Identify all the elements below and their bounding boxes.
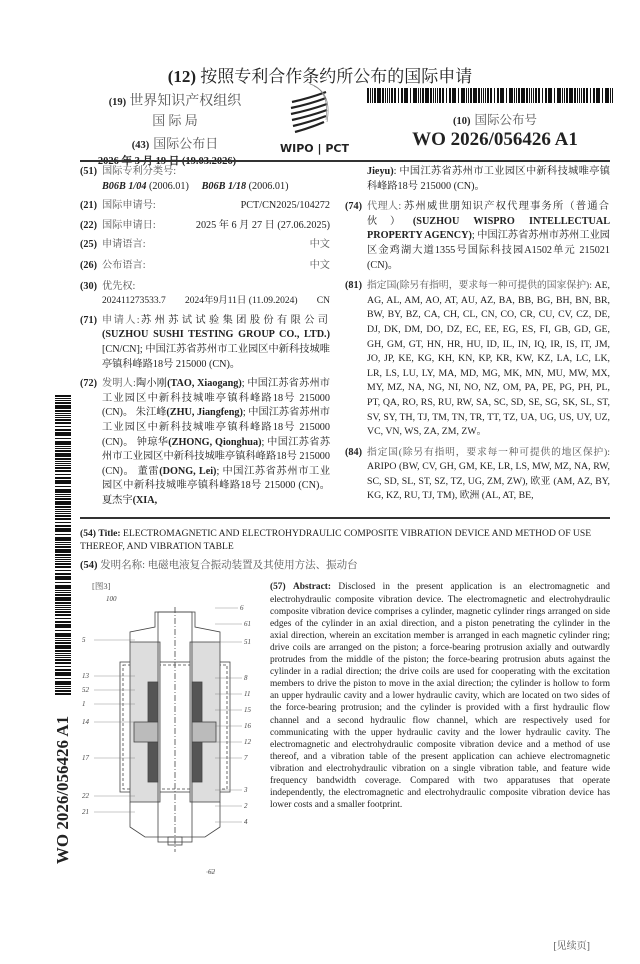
barcode-bar — [55, 518, 71, 519]
barcode-bar — [55, 423, 71, 424]
barcode-bar — [55, 554, 71, 555]
publication-language: 中文 — [309, 259, 330, 271]
barcode-bar — [55, 678, 71, 680]
inid-code: (43) — [131, 140, 150, 151]
barcode-bar — [55, 515, 71, 517]
barcode-bar — [55, 467, 71, 469]
part-label: 6 — [240, 604, 244, 613]
barcode-bar — [55, 415, 71, 416]
label: 公布语言: — [102, 259, 146, 271]
barcode-bar — [55, 506, 71, 507]
inventor-name-en: (TAO, Xiaogang) — [167, 378, 242, 390]
barcode-bar — [55, 590, 71, 591]
part-label: 51 — [244, 638, 251, 647]
divider — [80, 517, 610, 519]
abstract — [270, 581, 610, 887]
label: 优先权: — [102, 280, 136, 292]
priority-date: 2024年9月11日 (11.09.2024) — [185, 296, 298, 307]
barcode-bar — [55, 640, 71, 641]
heading-text: 按照专利合作条约所公布的国际申请 — [200, 67, 473, 86]
part-label: 12 — [244, 738, 251, 747]
side-barcode — [55, 395, 71, 695]
pubdate-label: 国际公布日 — [153, 136, 219, 151]
application-date: 2025 年 6 月 27 日 (27.06.2025) — [195, 219, 330, 231]
label: 申请语言: — [102, 239, 146, 251]
label: 发明人: — [102, 378, 136, 390]
bibliographic-columns — [80, 165, 610, 513]
inventor-address: ; 中国江苏省苏州市工业园区中新科技城唯亭镇科峰路18号 215000 (CN)。 — [102, 378, 330, 419]
barcode-bar — [55, 443, 71, 445]
barcode-bar — [55, 395, 71, 397]
part-label: 14 — [82, 718, 89, 727]
inventor-list — [102, 378, 330, 506]
part-label: 22 — [82, 792, 89, 801]
label: 申请人: — [102, 314, 140, 326]
barcode-bar — [55, 563, 71, 565]
barcode-bar — [55, 494, 71, 495]
barcode-bar — [55, 478, 71, 479]
part-label: 5 — [82, 636, 86, 645]
barcode-bar — [55, 657, 71, 658]
label: 国际申请号: — [102, 200, 156, 212]
chinese-title — [80, 559, 610, 573]
regional-states-entry — [345, 446, 610, 504]
figure-reference-label: 100 — [106, 595, 117, 604]
agent-name-en: (SUZHOU WISPRO INTELLECTUAL PROPERTY AGENCY) — [367, 215, 611, 242]
regional-states: ARIPO (BW, CV, GH, GM, KE, LR, LS, MW, MZ, NA, RW, SC, SD, SL, ST, SZ, TZ, UG, ZM, ZW), 欧亚 (AM, AZ, BY, KG, KZ, RU, TJ, TM), 欧洲 (AL, AT, BE, — [367, 461, 610, 502]
part-label: 61 — [244, 620, 251, 629]
inventor-address: ; 中国江苏省苏州市工业园区中新科技城唯亭镇科峰路18号 215000 (CN)。 — [102, 407, 330, 448]
part-label: 16 — [244, 722, 251, 731]
document-body — [80, 0, 610, 964]
barcode-bar — [55, 561, 71, 562]
barcode-bar — [55, 486, 71, 488]
figure-caption: [图3] — [92, 581, 111, 592]
inventor-name-en: Jieyu) — [367, 166, 394, 177]
part-label: 3 — [244, 786, 248, 795]
priority-entry — [80, 280, 330, 309]
barcode-bar — [55, 642, 71, 644]
part-label: 7 — [244, 754, 248, 763]
barcode-bar — [55, 574, 71, 575]
barcode-bar — [55, 458, 71, 459]
title-text: ELECTROMAGNETIC AND ELECTROHYDRAULIC COMPOSITE VIBRATION DEVICE AND METHOD OF USE THEREOF, AND VIBRATION TABLE — [80, 528, 592, 552]
barcode-bar — [55, 398, 71, 399]
part-label: 15 — [244, 706, 251, 715]
barcode-bar — [55, 659, 71, 661]
bibliographic-left-column — [80, 165, 330, 513]
publication-language-entry — [80, 259, 330, 274]
inid-code: (21) — [80, 200, 97, 212]
barcode-bar — [55, 686, 71, 687]
barcode-bar — [55, 471, 71, 472]
inid-code: (54) — [80, 560, 98, 572]
label: 国际申请日: — [102, 219, 156, 231]
barcode-bar — [55, 542, 71, 543]
barcode-bar — [55, 621, 71, 622]
agent-address: ; 中国江苏省苏州市苏州工业园区金鸡湖大道1355号国际科技园A1502单元 215021 (CN)。 — [367, 230, 610, 271]
inid-code: (19) — [108, 97, 127, 108]
part-label: 62 — [208, 868, 215, 877]
barcode-bar — [55, 429, 71, 430]
barcode-bar — [55, 599, 71, 601]
ipc-class: B06B 1/18 — [201, 180, 247, 192]
label: 指定国(除另有指明，要求每一种可提供的国家保护): — [367, 280, 593, 292]
inid-code: (26) — [80, 259, 97, 271]
continued-on-next-page: [见续页] — [553, 941, 590, 953]
applicant-name-cn: 苏州苏试试验集团股份有限公司 — [139, 314, 330, 326]
barcode-bar — [55, 419, 71, 421]
barcode-bar — [55, 690, 71, 692]
inid-code: (12) — [167, 67, 197, 86]
barcode-bar — [55, 683, 71, 685]
barcode-bar — [55, 531, 71, 532]
ipc-entry — [80, 165, 330, 194]
ipc-version: (2006.01) — [248, 180, 289, 192]
patent-drawing — [80, 592, 262, 882]
barcode-bar — [55, 582, 71, 584]
figure — [80, 581, 262, 887]
barcode-bar — [55, 450, 71, 452]
inid-code: (71) — [80, 314, 97, 326]
barcode-bar — [55, 430, 71, 431]
barcode-bar — [55, 579, 71, 580]
inid-code: (10) — [452, 116, 471, 127]
barcode-bar — [55, 519, 71, 520]
application-number: PCT/CN2025/104272 — [240, 200, 330, 212]
barcode-bar — [55, 551, 71, 553]
application-date-entry — [80, 219, 330, 234]
inventor-name-en: (XIA, — [132, 494, 158, 506]
abstract-label: Abstract: — [292, 582, 331, 593]
inid-code: (72) — [80, 378, 97, 390]
inid-code: (54) — [80, 528, 96, 540]
part-label: 4 — [244, 818, 248, 827]
label: 指定国(除另有指明，要求每一种可提供的地区保护): — [367, 446, 610, 458]
inventor-name-cn: 钟琼华 — [133, 436, 169, 448]
barcode-bar — [55, 570, 71, 572]
barcode-bar — [55, 455, 71, 457]
inventor-name-cn: 夏杰宇 — [102, 494, 133, 506]
inventor-address: ; 中国江苏省苏州市工业园区中新科技城唯亭镇科峰路18号 215000 (CN)。 — [102, 465, 331, 492]
barcode-bar — [55, 602, 71, 603]
barcode-bar — [55, 483, 71, 484]
barcode-bar — [55, 534, 71, 536]
side-publication-number: WO 2026/056426 A1 — [53, 715, 72, 865]
inid-code: (25) — [80, 239, 97, 251]
applicant-address: [CN/CN]; 中国江苏省苏州市工业园区中新科技城唯亭镇科峰路18号 215000 (CN)。 — [102, 343, 330, 370]
barcode-bar — [55, 446, 71, 447]
barcode-bar — [55, 573, 71, 574]
priority-number: 202411273533.7 — [102, 296, 166, 307]
barcode-bar — [55, 496, 71, 497]
barcode-bar — [55, 544, 71, 545]
barcode-bar — [55, 400, 71, 401]
barcode-bar — [55, 662, 71, 663]
barcode-bar — [55, 618, 71, 620]
barcode-bar — [55, 448, 71, 449]
barcode-bar — [55, 638, 71, 639]
ipc-label: 国际专利分类号: — [102, 166, 177, 177]
pubno-label: 国际公布号 — [474, 113, 537, 127]
barcode-bar — [55, 525, 71, 526]
barcode-bar — [55, 566, 71, 567]
bureau-name: 国 际 局 — [152, 113, 198, 128]
barcode-bar — [55, 622, 71, 623]
barcode-bar — [55, 609, 71, 610]
barcode-bar — [55, 615, 71, 616]
barcode-bar — [55, 526, 71, 527]
label: 发明名称: — [100, 560, 146, 572]
inventor-name-cn: 陶小刚 — [135, 378, 168, 390]
barcode-bar — [55, 474, 71, 476]
barcode-bar — [55, 647, 71, 649]
inid-code: (51) — [80, 166, 97, 177]
ipc-class: B06B 1/04 — [102, 180, 147, 192]
inventor-name-en: (ZHU, Jiangfeng) — [166, 407, 243, 419]
barcode-bar — [55, 491, 71, 493]
barcode-bar — [55, 592, 71, 593]
barcode-bar — [55, 426, 71, 428]
title-text: 电磁电液复合振动装置及其使用方法、振动台 — [147, 560, 358, 572]
inid-code: (22) — [80, 219, 97, 231]
part-label: 13 — [82, 672, 89, 681]
english-title — [80, 528, 610, 553]
inventor-name-cn: 朱江峰 — [133, 407, 167, 419]
inventors-entry — [80, 377, 330, 508]
barcode-bar — [55, 465, 71, 466]
part-label: 52 — [82, 686, 89, 695]
barcode-bar — [55, 435, 71, 436]
inventor-name-en: (DONG, Lei) — [159, 465, 217, 477]
barcode-bar — [55, 477, 71, 478]
part-label: 11 — [244, 690, 251, 699]
inventor-address: ; 中国江苏省苏州市工业园区中新科技城唯亭镇科峰路18号 215000 (CN)。 — [102, 436, 331, 477]
barcode-bar — [55, 498, 71, 500]
part-label: 1 — [82, 700, 86, 709]
barcode-bar — [55, 630, 71, 632]
barcode-bar — [55, 607, 71, 608]
label: 代理人: — [367, 201, 402, 213]
inid-code: (57) — [270, 582, 286, 593]
barcode-bar — [55, 410, 71, 411]
agent-name-cn: 苏州威世朋知识产权代理事务所（普通合伙） — [367, 201, 610, 227]
barcode-bar — [55, 470, 71, 471]
barcode-bar — [55, 559, 71, 560]
inid-code: (74) — [345, 201, 362, 213]
inventor-name-en: (ZHONG, Qionghua) — [168, 436, 262, 448]
designated-states: AE, AG, AL, AM, AO, AT, AU, AZ, BA, BB, BG, BH, BN, BR, BW, BY, BZ, CA, CH, CL, CN, CO, CR, CU, CV, CZ, DE, DJ, DK, DM, DO, DZ, EC, EE, EG, ES, FI, GB, GD, GE, GH, GM, GT, HN, HR, HU, ID, IL, IN, IQ, IR, IS, IT, JM, JO, JP, KE, KG, KH, KN, KP, KR, KW, KZ, LA, LC, LK, LR, LS, LU, LY, MA, MD, MG, MK, MN, MU, MW, MX, MY, MZ, NA, NG, NI, NO, NZ, OM, PA, PE, PG, PH, PL, PT, QA, RO, RS, RU, RW, SA, SC, SD, SE, SG, SK, SL, ST, SV, SY, TH, TJ, TM, TN, TR, TT, TZ, UA, UG, US, UY, UZ, VC, VN, WS, ZA, ZM, ZW。 — [367, 280, 611, 438]
title-section — [80, 525, 610, 573]
agent-entry — [345, 200, 610, 273]
barcode-bar — [55, 587, 71, 589]
designated-states-entry — [345, 279, 610, 440]
barcode-bar — [55, 539, 71, 541]
part-label: 21 — [82, 808, 89, 817]
application-number-entry — [80, 199, 330, 214]
publication-number: WO 2026/056426 A1 — [412, 129, 578, 150]
barcode-bar — [612, 88, 613, 103]
part-label: 8 — [244, 674, 248, 683]
barcode-bar — [55, 688, 71, 689]
barcode-bar — [55, 567, 71, 568]
applicant-name-en: (SUZHOU SUSHI TESTING GROUP CO., LTD.) — [102, 329, 330, 341]
priority-country: CN — [316, 296, 330, 307]
bibliographic-right-column — [345, 165, 610, 513]
filing-language-entry — [80, 238, 330, 253]
barcode-bar — [55, 511, 71, 512]
barcode-bar — [55, 611, 71, 613]
abstract-text: Disclosed in the present application is an electromagnetic and electrohydraulic composite vibration device. The electromagnetic and electrohydraulic composite vibration device comprises a cylinder, magnetic cylinder rings arranged on side edges of the cylinder in an axial direction, and a piston penetrating the cylinder in the axial direction, wherein an excitation member is arranged in each magnetic cylinder ring; drive coils are arranged on the piston; a force-bearing protrusion axially and outwardly protrudes from the middle of the piston; the force-bearing protrusion abuts against the cylinder in a radial direction; the drive coils are used for cooperating with the excitation members to drive the piston to move in the axial direction; the cylinder is hollow to form an upper hydraulic cavity and a lower hydraulic cavity, which are located on two sides of the force-bearing protrusion; and the cylinder is provided with a first hydraulic flow channel and a second hydraulic flow channel, which are respectively used for communicating with the upper hydraulic cavity and the lower hydraulic cavity. The electromagnetic and electrohydraulic composite vibration device and a method of use thereof, and a vibration table of the present application can achieve electromagnetic vibration and electrohydraulic vibration on a single vibration table, and feature wide frequency bandwidth coverage. Compared with two apparatuses that operate independently, the electromagnetic and electrohydraulic composite vibration device has lower costs and a smaller footprint. — [270, 582, 610, 811]
barcode-bar — [55, 422, 71, 423]
label: Title: — [98, 528, 121, 540]
organization-name: 世界知识产权组织 — [129, 94, 242, 109]
barcode-bar — [55, 513, 71, 514]
barcode-bar — [55, 503, 71, 505]
barcode-bar — [55, 522, 71, 524]
barcode-bar — [55, 407, 71, 409]
barcode-bar — [55, 663, 71, 664]
barcode-bar — [55, 463, 71, 464]
barcode-bar — [55, 666, 71, 668]
barcode-bar — [55, 675, 71, 676]
barcode-bar — [55, 417, 71, 418]
barcode-bar — [55, 594, 71, 596]
inid-code: (84) — [345, 446, 362, 458]
barcode-bar — [55, 655, 71, 656]
inid-code: (30) — [80, 280, 97, 292]
inventor-address: : 中国江苏省苏州市工业园区中新科技城唯亭镇科峰路18号 215000 (CN)。 — [367, 166, 610, 192]
barcode-bar — [55, 438, 71, 440]
divider — [80, 160, 610, 162]
part-label: 17 — [82, 754, 89, 763]
barcode-bar — [610, 88, 611, 103]
applicant-entry — [80, 314, 330, 372]
inid-code: (81) — [345, 280, 362, 292]
barcode-bar — [55, 650, 71, 651]
inventor-continuation — [345, 165, 610, 194]
inventor-name-cn: 董雷 — [134, 465, 160, 477]
barcode-bar — [55, 627, 71, 628]
barcode-bar — [55, 669, 71, 670]
ipc-version: (2006.01) — [148, 180, 189, 192]
part-label: 2 — [244, 802, 248, 811]
barcode-bar — [55, 670, 71, 671]
barcode-bar — [55, 402, 71, 404]
logo-text: WIPO | PCT — [280, 142, 349, 155]
barcode-bar — [55, 635, 71, 637]
figure-and-abstract — [80, 581, 610, 887]
barcode-bar — [55, 614, 71, 615]
filing-language: 中文 — [309, 239, 330, 251]
barcode-bar — [55, 546, 71, 548]
